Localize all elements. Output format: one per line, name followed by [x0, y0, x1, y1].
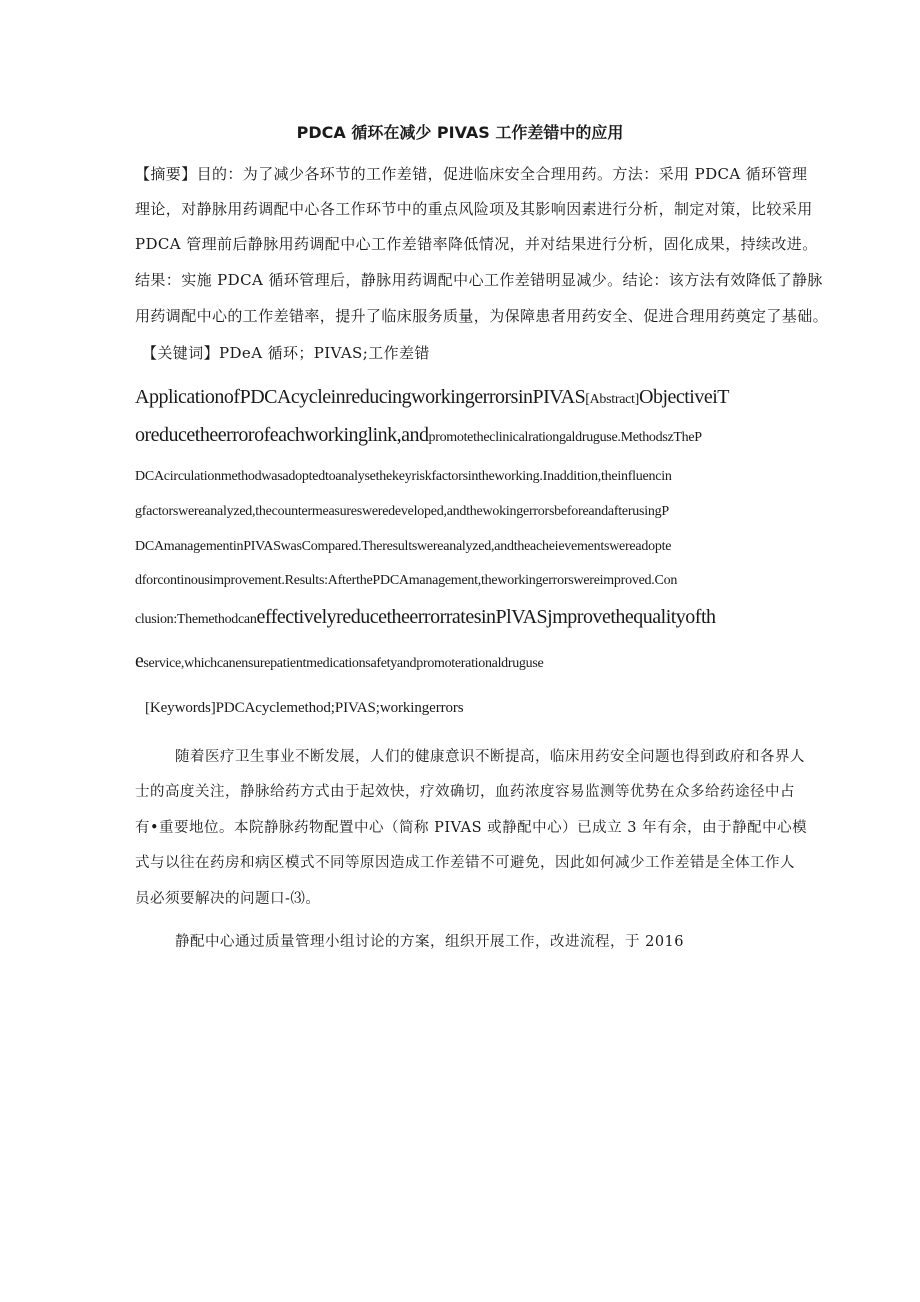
body-para1-line-1: 随着医疗卫生事业不断发展，人们的健康意识不断提高，临床用药安全问题也得到政府和各界人 [175, 749, 805, 765]
abstract-en-line-3: DCAcirculationmethodwasadoptedtoanalysethekeyriskfactorsintheworking.Inaddition,theinfluencin [135, 469, 672, 484]
paper-title: PDCA 循环在减少 PIVAS 工作差错中的应用 [296, 123, 624, 142]
en-line8-large: e [135, 650, 144, 672]
abstract-en-line-2 [135, 424, 702, 447]
en-abstract-label: [Abstract] [585, 392, 639, 407]
body-para1-line-3: 有•重要地位。本院静脉药物配置中心（简称 PIVAS 或静配中心）已成立 3 年有余，由于静配中心模 [135, 820, 808, 836]
en-title: ApplicationofPDCAcycleinreducingworkingerrorsinPIVAS [135, 386, 586, 408]
abstract-cn-line-5: 用药调配中心的工作差错率，提升了临床服务质量，为保障患者用药安全、促进合理用药奠定了基础。 [135, 307, 829, 325]
en-line2-small: promotetheclinicalrationgaldruguse.MethodszTheP [428, 430, 702, 445]
abstract-en-line-7 [135, 606, 716, 629]
en-line2-large: oreducetheerrorofeachworkinglink,and [135, 424, 429, 446]
abstract-cn-line-3: PDCA 管理前后静脉用药调配中心工作差错率降低情况，并对结果进行分析，固化成果，持续改进。 [135, 235, 818, 253]
body-para1-line-4: 式与以往在药房和病区模式不同等原因造成工作差错不可避免，因此如何减少工作差错是全体工作人 [135, 855, 795, 871]
abstract-cn-line-4: 结果：实施 PDCA 循环管理后，静脉用药调配中心工作差错明显减少。结论：该方法有效降低了静脉 [135, 271, 823, 289]
abstract-en-line-5: DCAmanagementinPIVASwasCompared.Theresultswereanalyzed,andtheacheievementswereadopte [135, 539, 672, 554]
abstract-en-line-6: dforcontinousimprovement.Results:AfterthePDCAmanagement,theworkingerrorswereimproved.Con [135, 573, 678, 588]
keywords-cn: 【关键词】PDeA 循环；PIVAS;工作差错 [142, 344, 430, 362]
en-line8-small: service,whichcanensurepatientmedicationsafetyandpromoterationaldruguse [143, 656, 544, 671]
abstract-cn-line-2: 理论，对静脉用药调配中心各工作环节中的重点风险项及其影响因素进行分析，制定对策，比较采用 [135, 200, 813, 218]
en-line7-small: clusion:Themethodcan [135, 612, 257, 627]
abstract-en-line-4: gfactorswereanalyzed,thecountermeasuresweredeveloped,andthewokingerrorsbeforeandafterusingP [135, 504, 669, 519]
abstract-cn-line-1: 【摘要】目的：为了减少各环节的工作差错，促进临床安全合理用药。方法：采用 PDCA 循环管理 [135, 165, 808, 183]
body-para1-line-5: 员必须要解决的问题口-⑶。 [135, 891, 321, 907]
body-para2: 静配中心通过质量管理小组讨论的方案，组织开展工作，改进流程，于 2016 [175, 934, 685, 950]
en-line7-large: effectivelyreducetheerrorratesinPlVASjmprovethequalityofth [256, 606, 716, 628]
abstract-en-line-8 [135, 650, 543, 673]
en-objective-start: ObjectiveiT [639, 386, 730, 408]
body-para1-line-2: 士的高度关注，静脉给药方式由于起效快，疗效确切，血药浓度容易监测等优势在众多给药途径中占 [135, 784, 795, 800]
abstract-en-line-1 [135, 386, 729, 409]
keywords-en: [Keywords]PDCAcyclemethod;PIVAS;workingerrors [145, 700, 464, 716]
